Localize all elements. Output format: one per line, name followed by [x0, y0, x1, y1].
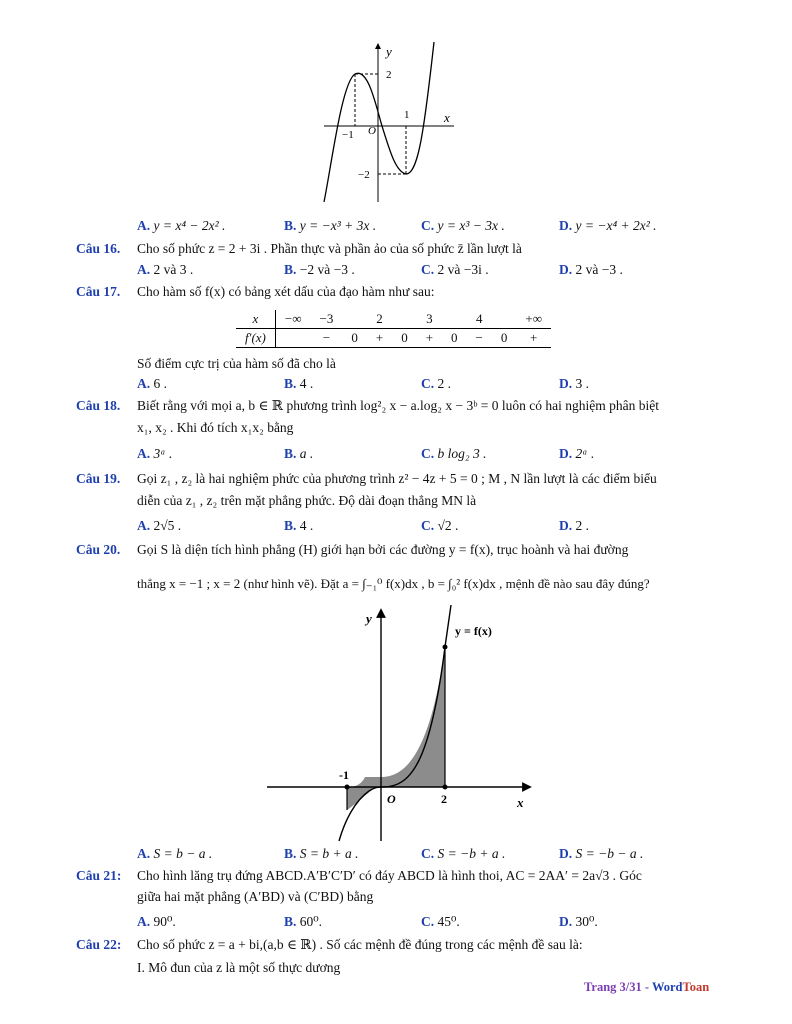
- q17-option-d[interactable]: D. 3 .: [559, 376, 589, 391]
- q19-line2: diễn của z₁ , z₂ trên mặt phẳng phức. Độ dài đoạn thẳng MN là: [137, 493, 477, 508]
- q22-line2: I. Mô đun của z là một số thực dương: [137, 960, 341, 975]
- tick-label: −1: [342, 129, 354, 141]
- q20-option-a[interactable]: A. S = b − a .: [137, 846, 213, 861]
- point: [443, 645, 448, 650]
- point: [443, 785, 448, 790]
- cubic-graph: [320, 42, 460, 204]
- sign-table-sign: +: [425, 330, 434, 345]
- page-number: Trang 3/31: [584, 980, 642, 994]
- tick-label: 1: [404, 109, 410, 121]
- q21-line1: Cho hình lăng trụ đứng ABCD.A′B′C′D′ có đáy ABCD là hình thoi, AC = 2AA′ = 2a√3 . Góc: [137, 868, 642, 883]
- q15-option-a[interactable]: A. y = x⁴ − 2x² .: [137, 218, 226, 233]
- q18-line2: x₁, x₂ . Khi đó tích x₁x₂ bằng: [137, 420, 294, 435]
- q17-text: Cho hàm số f(x) có bảng xét dấu của đạo hàm như sau:: [137, 284, 435, 299]
- q18-option-c[interactable]: C. b log₂ 3 .: [421, 446, 487, 461]
- q18-label: Câu 18.: [76, 398, 121, 413]
- sign-table-x-value: −∞: [284, 311, 302, 326]
- brand-toan: Toan: [682, 980, 710, 994]
- shaded-area-left: [347, 787, 381, 810]
- sign-table: [236, 310, 551, 348]
- page-footer: [584, 980, 709, 995]
- q21-option-c[interactable]: C. 45⁰.: [421, 914, 460, 929]
- tick-label: −2: [358, 169, 370, 181]
- y-axis-label: y: [386, 44, 392, 59]
- brand-word: Word: [651, 980, 683, 994]
- q19-option-c[interactable]: C. √2 .: [421, 518, 459, 533]
- footer-separator: -: [641, 980, 652, 994]
- sign-table-x-value: 2: [376, 311, 383, 326]
- q20-line1: Gọi S là diện tích hình phẳng (H) giới hạn bởi các đường y = f(x), trục hoành và hai đường: [137, 542, 629, 557]
- tick-label: 2: [386, 69, 392, 81]
- q21-label: Câu 21:: [76, 868, 122, 883]
- q20-option-b[interactable]: B. S = b + a .: [284, 846, 359, 861]
- curve-label: y = f(x): [455, 624, 492, 638]
- q15-option-b[interactable]: B. y = −x³ + 3x .: [284, 218, 377, 233]
- q20-label: Câu 20.: [76, 542, 121, 557]
- sign-table-x-label: x: [236, 310, 275, 329]
- q16-option-a[interactable]: A. 2 và 3 .: [137, 262, 194, 277]
- q17-option-c[interactable]: C. 2 .: [421, 376, 451, 391]
- q16-option-d[interactable]: D. 2 và −3 .: [559, 262, 623, 277]
- q18-option-d[interactable]: D. 2ᵃ .: [559, 446, 595, 461]
- q18-option-b[interactable]: B. a .: [284, 446, 314, 461]
- q18-line1: Biết rằng với mọi a, b ∈ ℝ phương trình log²₂ x − a.log₂ x − 3ᵇ = 0 luôn có hai nghiệm phân biệt: [137, 398, 659, 413]
- q16-label: Câu 16.: [76, 241, 121, 256]
- sign-table-fprime-label: f′(x): [236, 329, 275, 348]
- area-graph: [265, 605, 535, 843]
- q17-option-a[interactable]: A. 6 .: [137, 376, 167, 391]
- sign-table-sign: +: [530, 330, 538, 345]
- q21-option-a[interactable]: A. 90⁰.: [137, 914, 176, 929]
- sign-table-sign: −: [475, 330, 483, 345]
- q22-label: Câu 22:: [76, 937, 122, 952]
- cubic-curve: [324, 42, 434, 202]
- q22-line1: Cho số phức z = a + bi,(a,b ∈ ℝ) . Số các mệnh đề đúng trong các mệnh đề sau là:: [137, 937, 583, 952]
- q20-line2: thẳng x = −1 ; x = 2 (như hình vẽ). Đặt a = ∫₋₁⁰ f(x)dx , b = ∫₀² f(x)dx , mệnh đề nào sau đây đúng?: [137, 576, 650, 591]
- sign-table-sign: 0: [451, 330, 458, 345]
- q16-option-c[interactable]: C. 2 và −3i .: [421, 262, 489, 277]
- origin-label: O: [368, 125, 376, 137]
- sign-table-sign: 0: [351, 330, 358, 345]
- q17-prompt: Số điểm cực trị của hàm số đã cho là: [137, 356, 336, 371]
- x-axis-label: x: [444, 110, 450, 125]
- q19-option-a[interactable]: A. 2√5 .: [137, 518, 182, 533]
- sign-table-x-value: +∞: [525, 311, 542, 326]
- sign-table-sign: 0: [500, 330, 508, 345]
- point: [345, 785, 350, 790]
- q19-line1: Gọi z₁ , z₂ là hai nghiệm phức của phương trình z² − 4z + 5 = 0 ; M , N lần lượt là các điểm biểu: [137, 471, 657, 486]
- q15-option-d[interactable]: D. y = −x⁴ + 2x² .: [559, 218, 657, 233]
- q19-option-d[interactable]: D. 2 .: [559, 518, 589, 533]
- q19-label: Câu 19.: [76, 471, 121, 486]
- x-axis-label: x: [517, 795, 524, 810]
- q19-option-b[interactable]: B. 4 .: [284, 518, 314, 533]
- sign-table-sign: 0: [401, 330, 408, 345]
- q21-line2: giữa hai mặt phẳng (A′BD) và (C′BD) bằng: [137, 889, 374, 904]
- q18-option-a[interactable]: A. 3ᵃ .: [137, 446, 173, 461]
- q21-option-d[interactable]: D. 30⁰.: [559, 914, 598, 929]
- q20-option-d[interactable]: D. S = −b − a .: [559, 846, 644, 861]
- q16-option-b[interactable]: B. −2 và −3 .: [284, 262, 355, 277]
- sign-table-x-value: 3: [426, 311, 433, 326]
- sign-table-x-value: 4: [475, 311, 483, 326]
- q17-option-b[interactable]: B. 4 .: [284, 376, 314, 391]
- q21-option-b[interactable]: B. 60⁰.: [284, 914, 323, 929]
- tick-label-m1: -1: [339, 768, 349, 782]
- q16-text: Cho số phức z = 2 + 3i . Phần thực và phần ảo của số phức z̄ lần lượt là: [137, 241, 522, 256]
- sign-table-sign: −: [322, 330, 331, 345]
- origin-label: O: [387, 792, 396, 806]
- q20-option-c[interactable]: C. S = −b + a .: [421, 846, 506, 861]
- sign-table-x-value: −3: [319, 311, 334, 326]
- sign-table-sign: +: [375, 330, 384, 345]
- q17-label: Câu 17.: [76, 284, 121, 299]
- shaded-area-right: [347, 647, 445, 787]
- tick-label-2: 2: [441, 792, 447, 806]
- q15-option-c[interactable]: C. y = x³ − 3x .: [421, 218, 505, 233]
- y-axis-label: y: [366, 611, 372, 626]
